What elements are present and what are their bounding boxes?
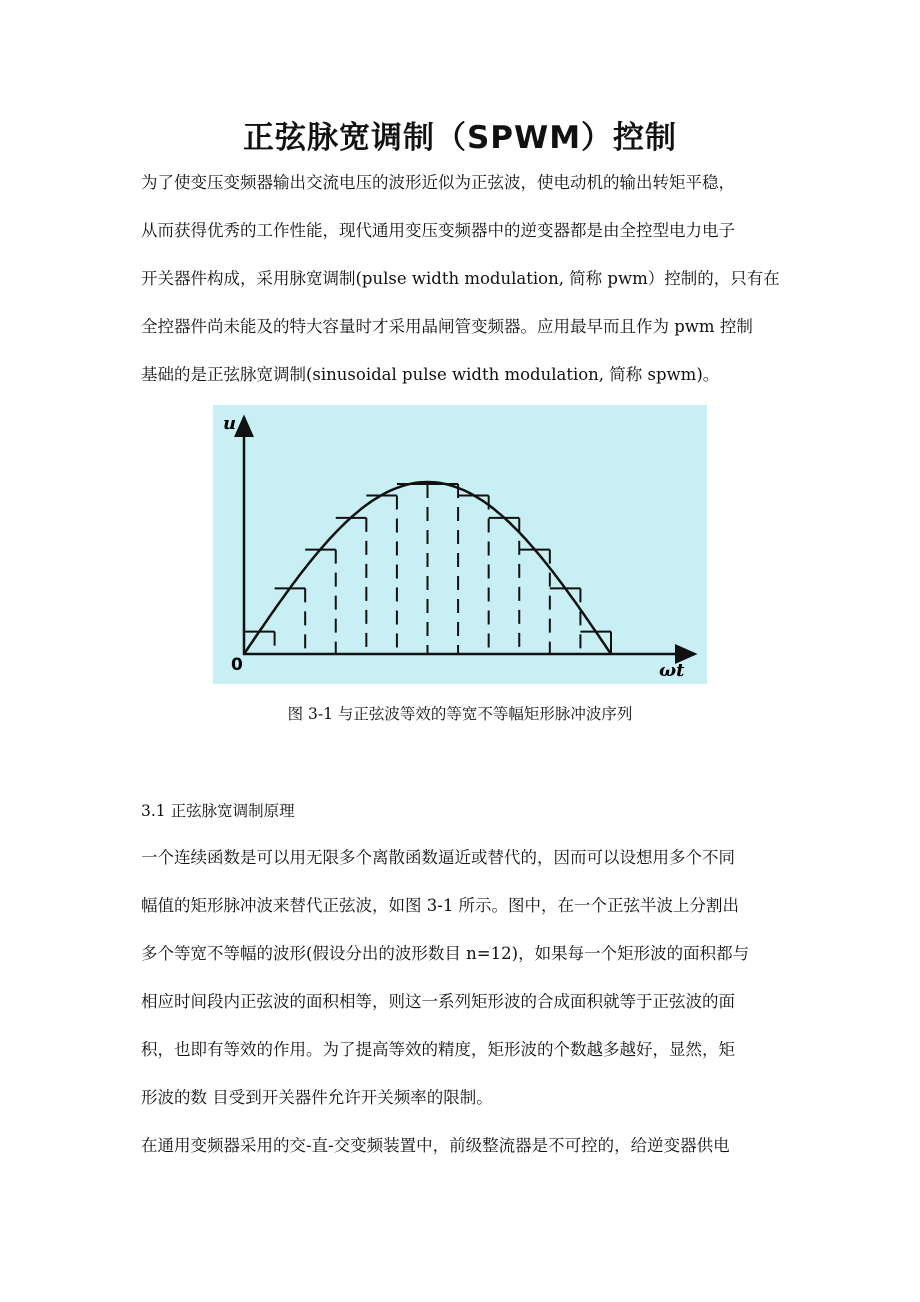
intro-line: 全控器件尚未能及的特大容量时才采用晶闸管变频器。应用最早而且作为 pwm 控制 (141, 317, 753, 336)
figure-caption: 图 3-1 与正弦波等效的等宽不等幅矩形脉冲波序列 (287, 705, 633, 723)
intro-line: 为了使变压变频器输出交流电压的波形近似为正弦波，使电动机的输出转矩平稳， (141, 173, 735, 192)
intro-line: 开关器件构成，采用脉宽调制(pulse width modulation, 简称 pwm）控制的，只有在 (141, 269, 780, 288)
section-line: 在通用变频器采用的交-直-交变频装置中，前级整流器是不可控的，给逆变器供电 (141, 1136, 730, 1155)
intro-line: 从而获得优秀的工作性能，现代通用变压变频器中的逆变器都是由全控型电力电子 (141, 221, 735, 240)
section-heading: 3.1 正弦脉宽调制原理 (141, 802, 295, 820)
y-axis-label: u (223, 413, 237, 434)
spwm-diagram (213, 405, 707, 684)
origin-label: 0 (231, 655, 243, 675)
x-axis-label: ωt (659, 660, 685, 681)
section-line: 多个等宽不等幅的波形(假设分出的波形数目 n=12)，如果每一个矩形波的面积都与 (141, 944, 750, 963)
section-line: 一个连续函数是可以用无限多个离散函数逼近或替代的，因而可以设想用多个不同 (141, 848, 735, 867)
intro-line: 基础的是正弦脉宽调制(sinusoidal pulse width modulation, 简称 spwm)。 (141, 365, 720, 384)
section-line: 幅值的矩形脉冲波来替代正弦波，如图 3-1 所示。图中，在一个正弦半波上分割出 (141, 896, 740, 915)
section-line: 形波的数 目受到开关器件允许开关频率的限制。 (141, 1088, 493, 1107)
section-line: 相应时间段内正弦波的面积相等，则这一系列矩形波的合成面积就等于正弦波的面 (141, 992, 735, 1011)
spwm-figure (213, 405, 707, 684)
rectangular-pulses (244, 484, 611, 654)
section-line: 积，也即有等效的作用。为了提高等效的精度，矩形波的个数越多越好，显然，矩 (141, 1040, 735, 1059)
page-title: 正弦脉宽调制（SPWM）控制 (242, 120, 678, 156)
